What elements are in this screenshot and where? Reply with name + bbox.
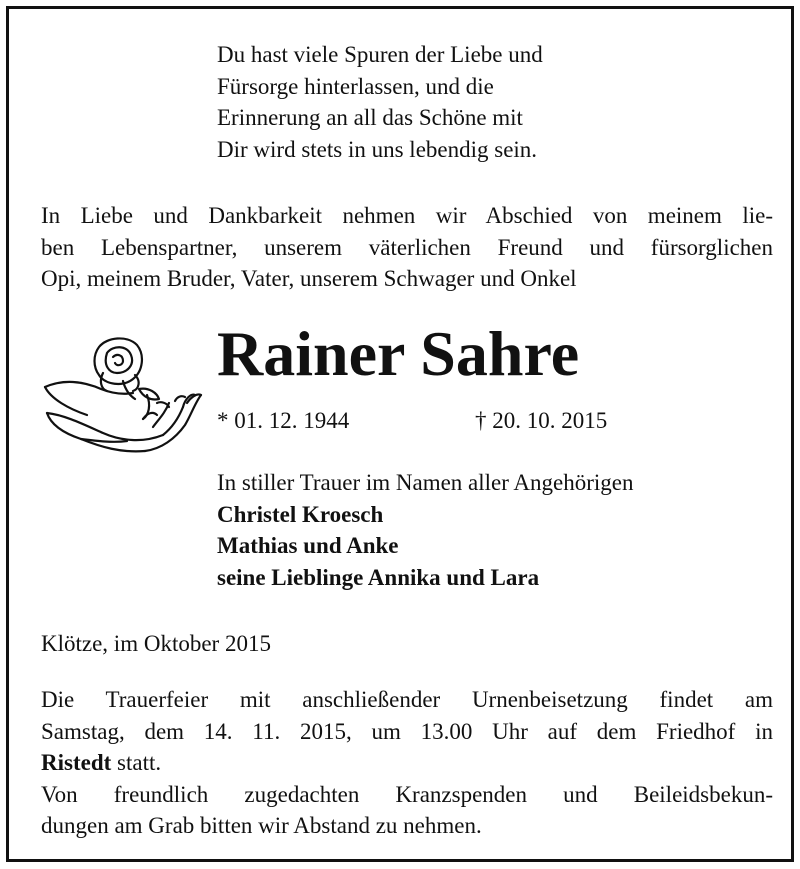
place-date: Klötze, im Oktober 2015 [41,631,271,656]
mourner-name-2: Mathias und Anke [217,533,399,558]
ceremony-place: Ristedt [41,750,112,775]
intro-line-2: ben Lebenspartner, unserem väterlichen Freund und fürsorglichen [41,234,773,260]
poem-line-1: Du hast viele Spuren der Liebe und [217,42,543,67]
birth-date: * 01. 12. 1944 [217,408,350,433]
ceremony-place-suffix: statt. [111,750,162,775]
intro-line-3: Opi, meinem Bruder, Vater, unserem Schwager und Onkel [41,266,577,291]
poem-line-2: Fürsorge hinterlassen, und die [217,73,494,99]
poem-line-4: Dir wird stets in uns lebendig sein. [217,136,538,162]
ceremony-line-1: Die Trauerfeier mit anschließender Urnenbeisetzung findet am [41,687,773,712]
hands-holding-rose-icon [41,329,209,467]
death-date: † 20. 10. 2015 [475,408,608,433]
ceremony-line-2: Samstag, dem 14. 11. 2015, um 13.00 Uhr auf dem Friedhof in [41,718,773,744]
request-line-2: dungen am Grab bitten wir Abstand zu nehmen. [41,813,482,838]
request-line-1: Von freundlich zugedachten Kranzspenden und Beileidsbekun- [41,781,773,807]
mourners-intro: In stiller Trauer im Namen aller Angehörigen [217,470,634,495]
obituary-frame [6,6,794,862]
ceremony-line-3 [41,747,161,779]
poem-line-3: Erinnerung an all das Schöne mit [217,105,523,130]
mourner-name-1: Christel Kroesch [217,501,384,527]
mourner-name-3: seine Lieblinge Annika und Lara [217,564,540,590]
intro-line-1: In Liebe und Dankbarkeit nehmen wir Abschied von meinem lie- [41,203,773,228]
deceased-name: Rainer Sahre [217,318,580,389]
